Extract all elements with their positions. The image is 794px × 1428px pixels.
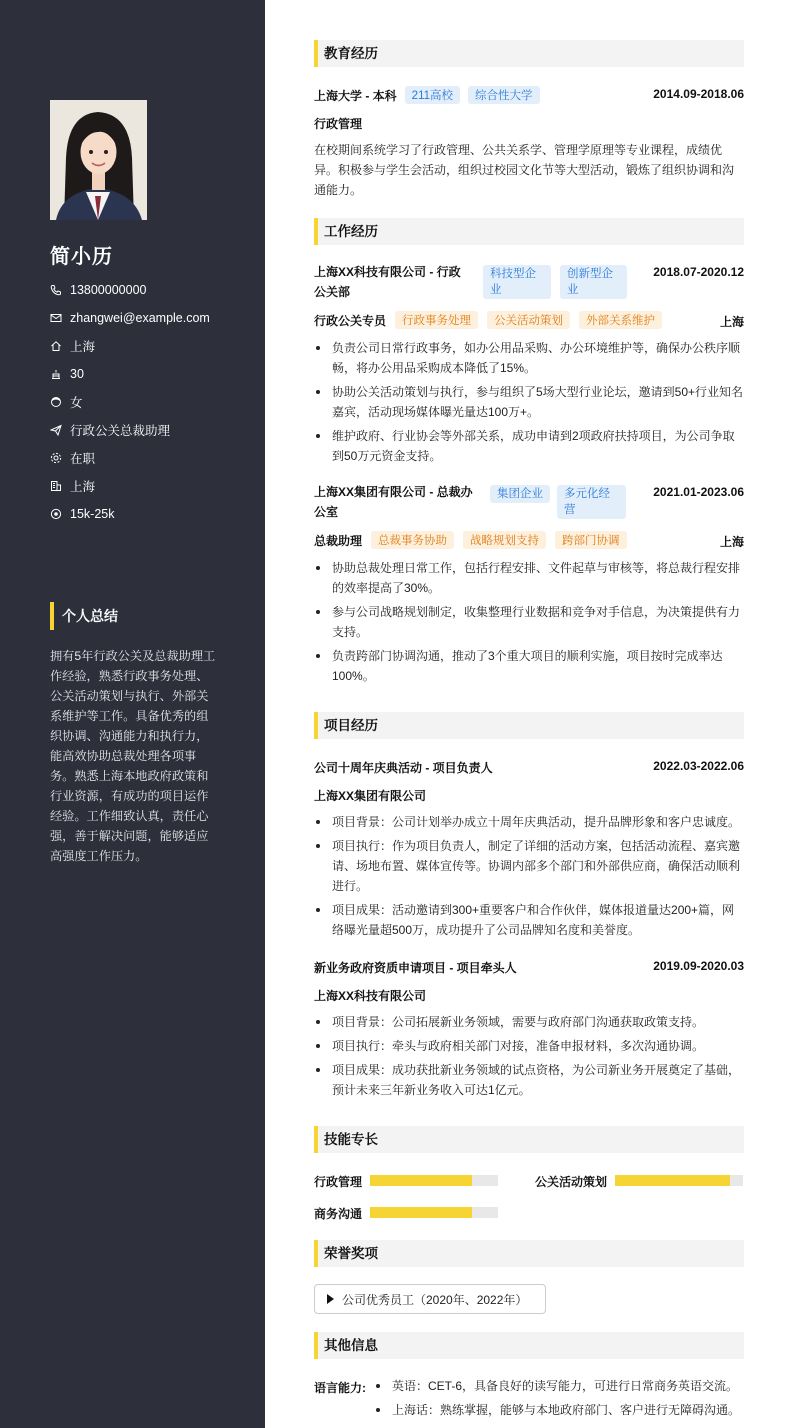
age-icon: [50, 368, 62, 380]
info-text: 上海: [70, 340, 96, 354]
info-position: [50, 416, 250, 444]
project-org: 上海XX集团有限公司: [314, 789, 427, 803]
skills-heading: 技能专长: [314, 1126, 744, 1153]
company-tag: 多元化经营: [557, 485, 626, 519]
list-item: 项目执行：牵头与政府相关部门对接，准备申报材料，多次沟通协调。: [314, 1036, 744, 1056]
info-status: [50, 444, 250, 472]
job-location: 上海: [719, 315, 744, 329]
job-company: [314, 482, 484, 522]
info-text: 30: [70, 367, 84, 381]
skill-name: 行政管理: [314, 1175, 363, 1189]
awards-heading: 荣誉奖项: [314, 1240, 744, 1267]
list-item: 维护政府、行业协会等外部关系，成功申请到2项政府扶持项目，为公司争取到50万元资金支持。: [314, 426, 744, 466]
list-item: 项目背景：公司拓展新业务领域，需要与政府部门沟通获取政策支持。: [314, 1012, 744, 1032]
job-location: 上海: [719, 535, 744, 549]
list-item: 负责公司日常行政事务，如办公用品采购、办公环境维护等，确保办公秩序顺畅，将办公用品采购成本降低了15%。: [314, 338, 744, 378]
contact-info-list: [50, 276, 250, 528]
company-line: 上海XX集团有限公司 - 总裁办: [314, 485, 473, 499]
project-org: 上海XX科技有限公司: [314, 989, 427, 1003]
job-bullets: [314, 558, 744, 690]
skill-fill: [615, 1175, 730, 1186]
skill-bar: [370, 1207, 498, 1218]
job-bullets: [314, 338, 744, 470]
project-date: 2019.09-2020.03: [653, 959, 744, 973]
projects-heading: 项目经历: [314, 712, 744, 739]
sidebar: [0, 0, 265, 1428]
role-tag: 行政事务处理: [395, 311, 478, 329]
status-icon: [50, 452, 62, 464]
info-salary: [50, 500, 250, 528]
phone-icon: [50, 284, 62, 296]
other-heading: 其他信息: [314, 1332, 744, 1359]
education-heading: 教育经历: [314, 40, 744, 67]
education-desc: 在校期间系统学习了行政管理、公共关系学、管理学原理等专业课程，成绩优异。积极参与学生会活动，组织过校园文化节等大型活动，锻炼了组织协调和沟通能力。: [314, 143, 735, 197]
job-role: 总裁助理: [314, 533, 363, 548]
school-name: 上海大学 - 本科: [314, 88, 397, 103]
summary-text: 拥有5年行政公关及总裁助理工作经验，熟悉行政事务处理、公关活动策划与执行、外部关系维护等工作。具备优秀的组织协调、沟通能力和执行力，能高效协助总裁处理各项事务。熟悉上海本地政府政策和行业资源，有成功的项目运作经验。工作细致认真，责任心强，善于解决问题，能够适应高强度工作压力。: [50, 649, 216, 863]
info-text: 15k-25k: [70, 507, 115, 521]
company-tag: 创新型企业: [560, 265, 627, 299]
company-tag: 集团企业: [490, 485, 550, 503]
send-icon: [50, 424, 62, 436]
mail-icon: [50, 312, 62, 324]
skill-fill: [370, 1207, 472, 1218]
award-text: 公司优秀员工（2020年、2022年）: [342, 1292, 528, 1307]
info-gender: [50, 388, 250, 416]
summary-heading: 个人总结: [50, 602, 118, 630]
list-item: 协助总裁处理日常工作，包括行程安排、文件起草与审核等，将总裁行程安排的效率提高了30%。: [314, 558, 744, 598]
list-item: 项目执行：作为项目负责人，制定了详细的活动方案，包括活动流程、嘉宾邀请、场地布置、媒体宣传等。协调内部多个部门和外部供应商，确保活动顺利进行。: [314, 836, 744, 896]
role-tag: 战略规划支持: [463, 531, 546, 549]
gender-icon: [50, 396, 62, 408]
role-tag: 公关活动策划: [487, 311, 570, 329]
info-text: 13800000000: [70, 283, 147, 297]
skill-name: 商务沟通: [314, 1207, 363, 1221]
role-tag: 总裁事务协助: [371, 531, 454, 549]
skill-fill: [370, 1175, 472, 1186]
list-item: 项目背景：公司计划举办成立十周年庆典活动，提升品牌形象和客户忠诚度。: [314, 812, 744, 832]
language-label: 语言能力:: [314, 1381, 366, 1395]
project-bullets: [314, 1012, 744, 1104]
company-line: 上海XX科技有限公司 - 行政: [314, 265, 461, 279]
project-date: 2022.03-2022.06: [653, 759, 744, 773]
info-text: 行政公关总裁助理: [70, 424, 171, 438]
list-item: 负责跨部门协调沟通，推动了3个重大项目的顺利实施，项目按时完成率达100%。: [314, 646, 744, 686]
info-text: 上海: [70, 480, 96, 494]
list-item: 参与公司战略规划制定，收集整理行业数据和竞争对手信息，为决策提供有力支持。: [314, 602, 744, 642]
skill-bar: [615, 1175, 743, 1186]
info-text: 女: [70, 396, 83, 410]
list-item: 上海话：熟练掌握，能够与本地政府部门、客户进行无障碍沟通。: [374, 1400, 754, 1420]
job-role: 行政公关专员: [314, 313, 387, 328]
education-title-row: [314, 85, 540, 105]
role-tag: 外部关系维护: [579, 311, 662, 329]
work-heading: 工作经历: [314, 218, 744, 245]
info-text: zhangwei@example.com: [70, 311, 210, 325]
info-email: [50, 304, 250, 332]
company-line: 公关部: [314, 285, 351, 299]
skill-bar: [370, 1175, 498, 1186]
language-bullets: [374, 1376, 754, 1424]
salary-icon: [50, 508, 62, 520]
building-icon: [50, 480, 62, 492]
project-title: 公司十周年庆典活动 - 项目负责人: [314, 761, 493, 775]
skill-name: 公关活动策划: [535, 1175, 608, 1189]
project-bullets: [314, 812, 744, 944]
education-major: 行政管理: [314, 117, 363, 131]
home-icon: [50, 340, 62, 352]
project-title: 新业务政府资质申请项目 - 项目牵头人: [314, 961, 517, 975]
job-role-row: [314, 531, 627, 549]
caret-right-icon: [327, 1294, 334, 1304]
info-phone: [50, 276, 250, 304]
education-date: 2014.09-2018.06: [653, 87, 744, 101]
job-role-row: [314, 311, 662, 329]
avatar: [50, 100, 147, 220]
avatar-portrait: [50, 100, 147, 220]
list-item: 项目成果：成功获批新业务领域的试点资格，为公司新业务开展奠定了基础，预计未来三年新业务收入可达1亿元。: [314, 1060, 744, 1100]
list-item: 英语：CET-6，具备良好的读写能力，可进行日常商务英语交流。: [374, 1376, 754, 1396]
info-city: [50, 472, 250, 500]
job-company: [314, 262, 474, 302]
school-tag: 综合性大学: [468, 86, 540, 104]
role-tag: 跨部门协调: [555, 531, 627, 549]
school-tag: 211高校: [405, 86, 460, 104]
list-item: 项目成果：活动邀请到300+重要客户和合作伙伴，媒体报道量达200+篇，网络曝光量超500万，成功提升了公司品牌知名度和美誉度。: [314, 900, 744, 940]
info-text: 在职: [70, 452, 96, 466]
info-location: [50, 332, 250, 360]
list-item: 协助公关活动策划与执行，参与组织了5场大型行业论坛，邀请到50+行业知名嘉宾，活动现场媒体曝光量达100万+。: [314, 382, 744, 422]
info-age: [50, 360, 250, 388]
person-name: 简小历: [50, 246, 113, 268]
company-tag: 科技型企业: [483, 265, 551, 299]
job-date: 2021.01-2023.06: [653, 485, 744, 499]
award-toggle[interactable]: [314, 1284, 546, 1314]
company-line: 公室: [314, 505, 339, 519]
job-date: 2018.07-2020.12: [653, 265, 744, 279]
